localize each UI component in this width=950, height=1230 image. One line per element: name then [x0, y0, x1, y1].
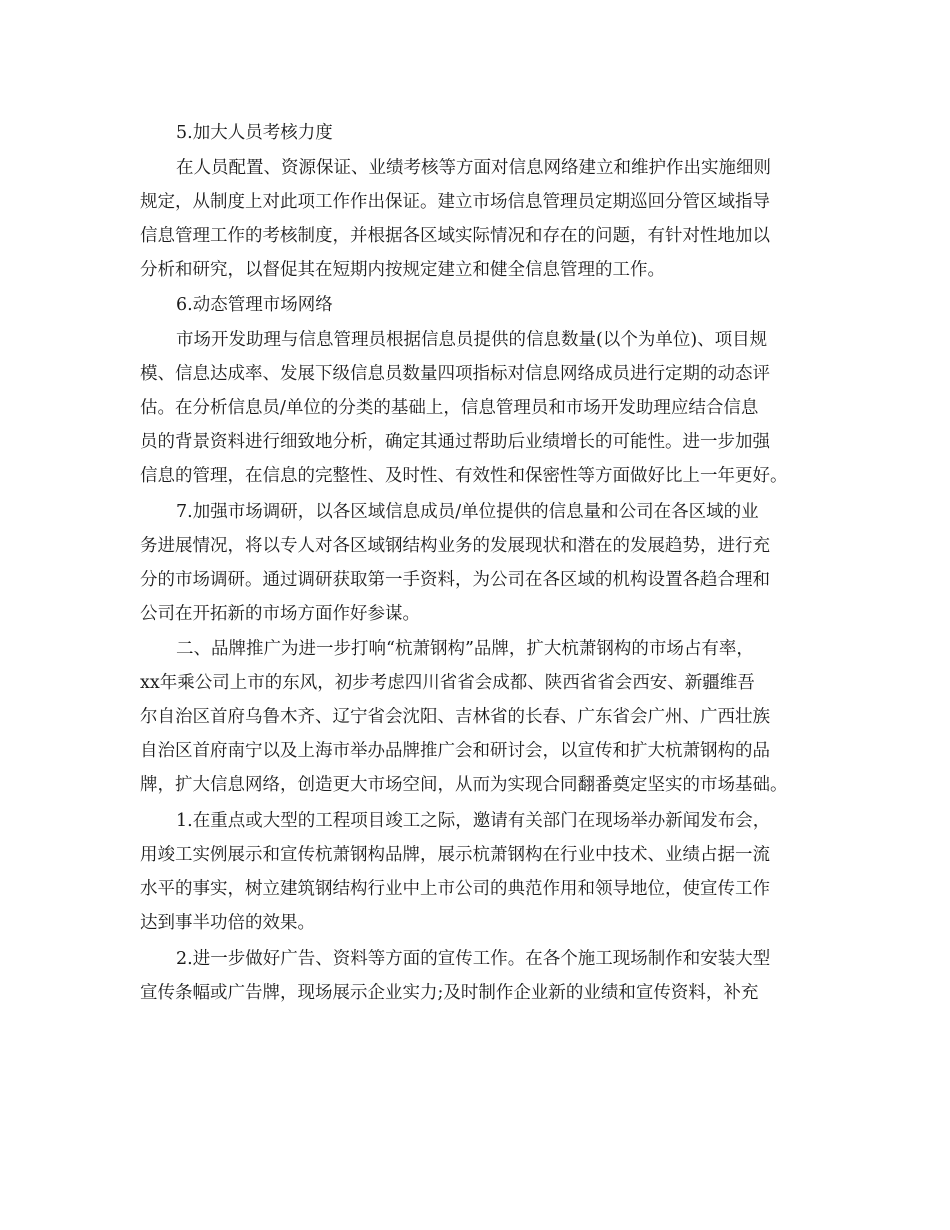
- paragraph-line: 二、品牌推广为进一步打响“杭萧钢构”品牌，扩大杭萧钢构的市场占有率，: [176, 639, 754, 659]
- paragraph-line: 在人员配置、资源保证、业绩考核等方面对信息网络建立和维护作出实施细则: [176, 158, 771, 178]
- paragraph-line: 达到事半功倍的效果。: [140, 913, 315, 933]
- paragraph-line: 规定，从制度上对此项工作作出保证。建立市场信息管理员定期巡回分管区域指导: [140, 192, 770, 212]
- paragraph-line: 员的背景资料进行细致地分析，确定其通过帮助后业绩增长的可能性。进一步加强: [140, 432, 770, 452]
- heading-6: 6.动态管理市场网络: [176, 295, 333, 315]
- paragraph-line: 分的市场调研。通过调研获取第一手资料，为公司在各区域的机构设置各趋合理和: [140, 570, 770, 590]
- paragraph-line: 自治区首府南宁以及上海市举办品牌推广会和研讨会，以宣传和扩大杭萧钢构的品: [140, 741, 770, 761]
- paragraph-line: 信息管理工作的考核制度，并根据各区域实际情况和存在的问题，有针对性地加以: [140, 226, 770, 246]
- paragraph-line: 7.加强市场调研，以各区域信息成员/单位提供的信息量和公司在各区域的业: [176, 502, 759, 522]
- paragraph-line: 水平的事实，树立建筑钢结构行业中上市公司的典范作用和领导地位，使宣传工作: [140, 879, 770, 899]
- heading-5: 5.加大人员考核力度: [176, 123, 333, 143]
- paragraph-line: 估。在分析信息员/单位的分类的基础上，信息管理员和市场开发助理应结合信息: [140, 398, 759, 418]
- paragraph-line: 用竣工实例展示和宣传杭萧钢构品牌，展示杭萧钢构在行业中技术、业绩占据一流: [140, 845, 770, 865]
- paragraph-line: 宣传条幅或广告牌，现场展示企业实力;及时制作企业新的业绩和宣传资料，补充: [140, 983, 759, 1003]
- paragraph-line: 尔自治区首府乌鲁木齐、辽宁省会沈阳、吉林省的长春、广东省会广州、广西壮族: [140, 707, 770, 727]
- paragraph-line: 公司在开拓新的市场方面作好参谋。: [140, 604, 420, 624]
- paragraph-line: 1.在重点或大型的工程项目竣工之际，邀请有关部门在现场举办新闻发布会，: [176, 811, 771, 831]
- paragraph-line: 模、信息达成率、发展下级信息员数量四项指标对信息网络成员进行定期的动态评: [140, 364, 770, 384]
- paragraph-line: 务进展情况，将以专人对各区域钢结构业务的发展现状和潜在的发展趋势，进行充: [140, 536, 770, 556]
- paragraph-line: 分析和研究，以督促其在短期内按规定建立和健全信息管理的工作。: [140, 260, 665, 280]
- paragraph-line: 牌，扩大信息网络，创造更大市场空间，从而为实现合同翻番奠定坚实的市场基础。: [140, 775, 788, 795]
- paragraph-line: 2.进一步做好广告、资料等方面的宣传工作。在各个施工现场制作和安装大型: [176, 949, 771, 969]
- paragraph-line: 市场开发助理与信息管理员根据信息员提供的信息数量(以个为单位)、项目规: [176, 330, 768, 350]
- paragraph-line: 信息的管理，在信息的完整性、及时性、有效性和保密性等方面做好比上一年更好。: [140, 466, 788, 486]
- paragraph-line: xx年乘公司上市的东风，初步考虑四川省省会成都、陕西省省会西安、新疆维吾: [140, 673, 755, 693]
